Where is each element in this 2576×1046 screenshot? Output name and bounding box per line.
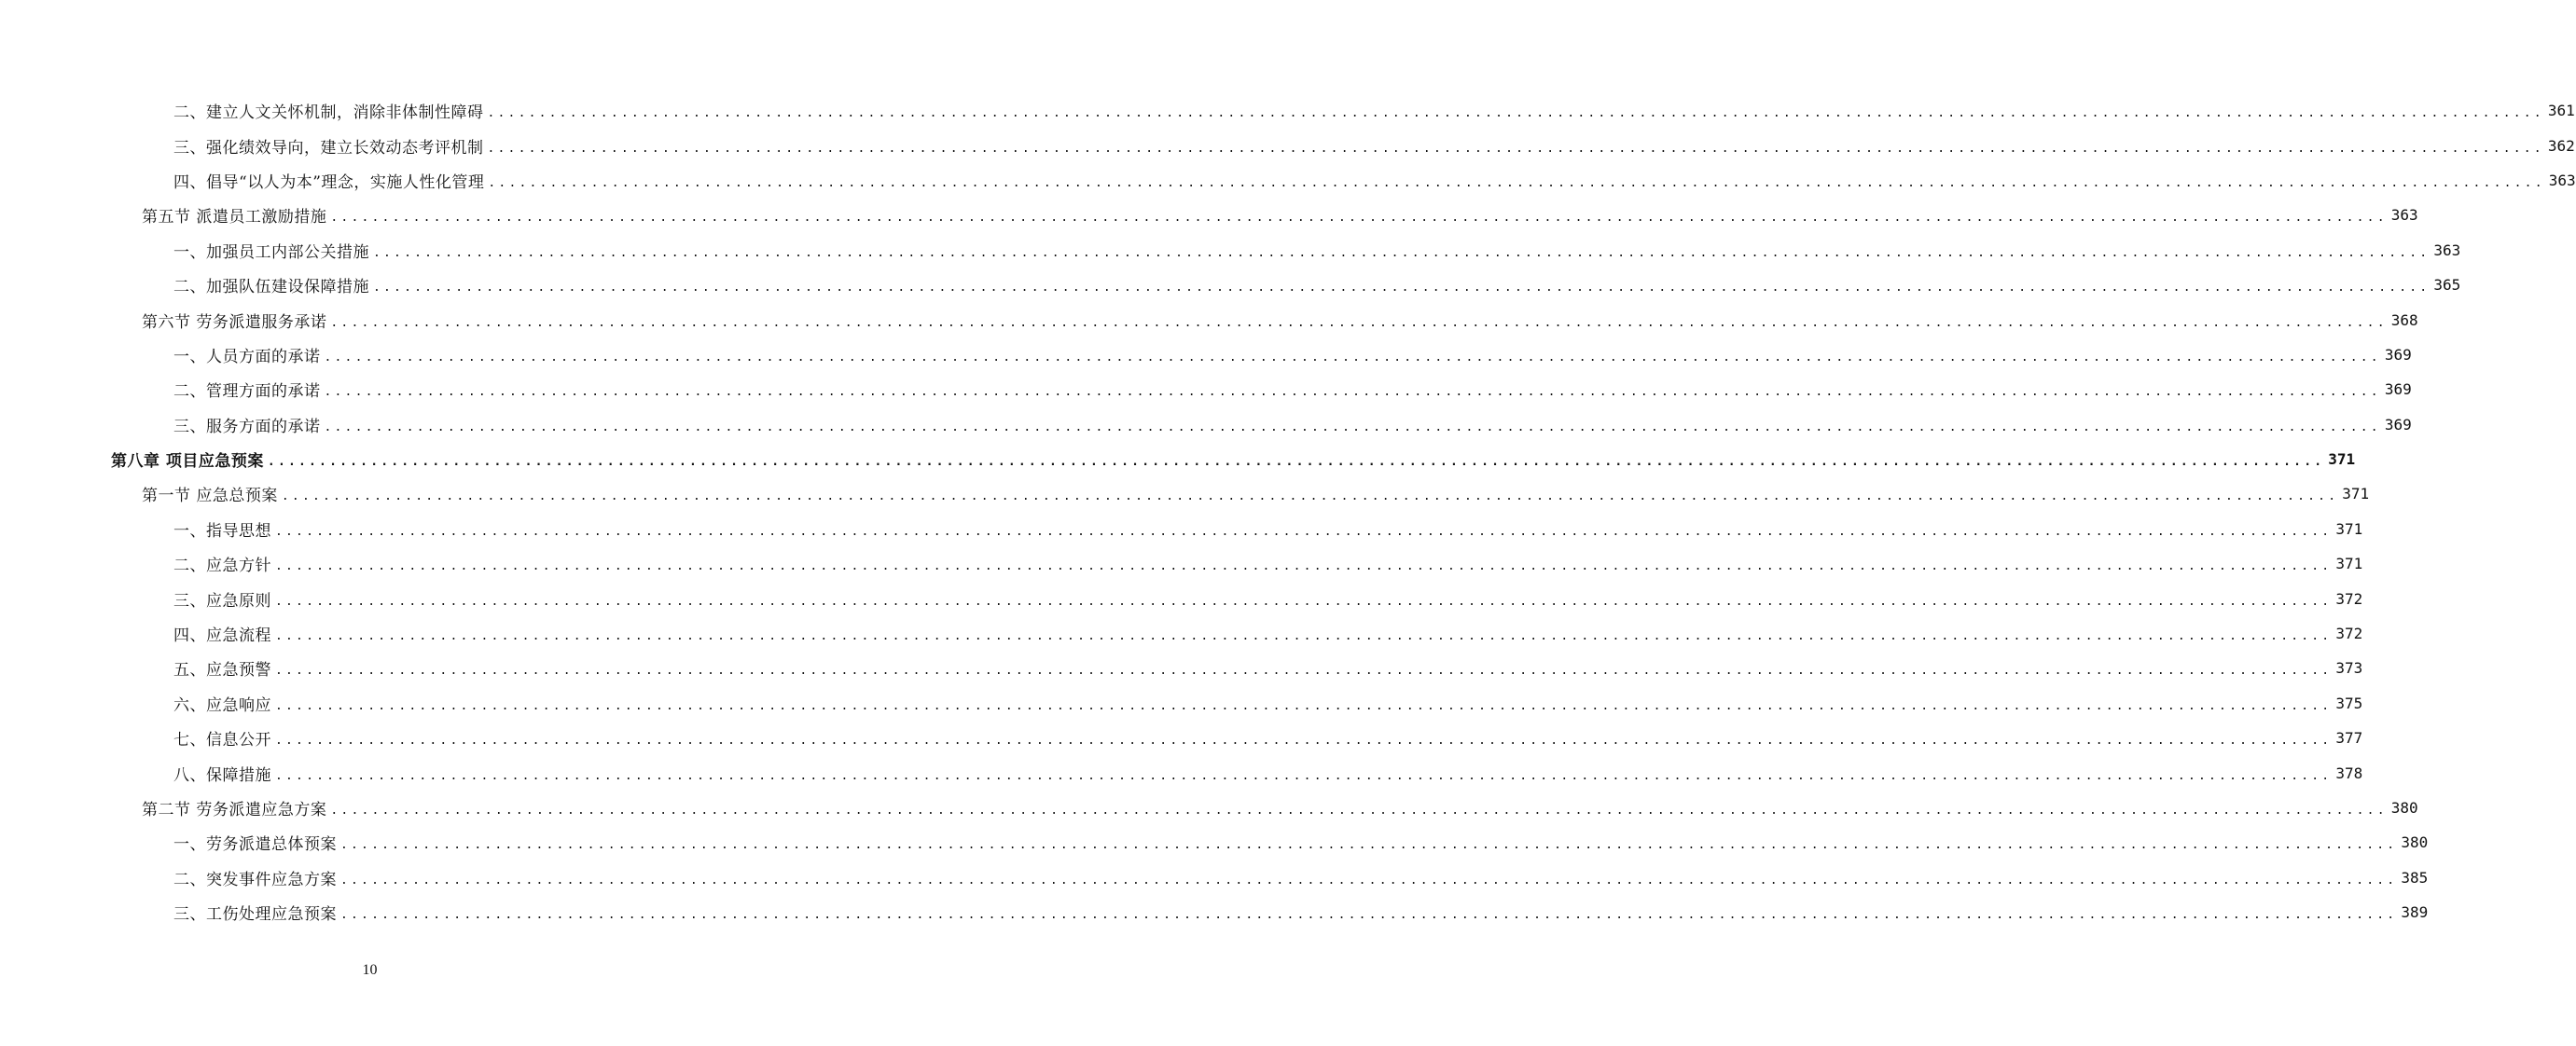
toc-entry-title: 一、加强员工内部公关措施 bbox=[173, 242, 369, 262]
toc-entry-title: 第八章 项目应急预案 bbox=[111, 452, 264, 472]
toc-entry-title: 四、应急流程 bbox=[173, 626, 271, 646]
toc-entry[interactable] bbox=[0, 476, 2370, 511]
toc-entry-title: 一、劳务派遣总体预案 bbox=[173, 835, 337, 855]
toc-entry[interactable] bbox=[0, 233, 2461, 268]
toc-entry-page: 361 bbox=[2547, 102, 2575, 120]
toc-entry[interactable] bbox=[0, 721, 2363, 755]
toc-entry-page: 378 bbox=[2335, 764, 2363, 782]
toc-entry-page: 369 bbox=[2384, 380, 2412, 399]
toc-dot-leader: ........................................................................................................................................................................................................ bbox=[275, 594, 2333, 609]
toc-entry-title: 二、管理方面的承诺 bbox=[173, 382, 321, 402]
toc-dot-leader: ........................................................................................................................................................................................................ bbox=[324, 350, 2381, 365]
toc-dot-leader: ........................................................................................................................................................................................................ bbox=[487, 106, 2544, 121]
toc-dot-leader: ........................................................................................................................................................................................................ bbox=[330, 804, 2388, 818]
toc-entry[interactable] bbox=[0, 860, 2429, 895]
toc-dot-leader: ........................................................................................................................................................................................................ bbox=[324, 385, 2381, 400]
toc-entry-page: 373 bbox=[2335, 659, 2363, 678]
toc-entry-title: 第二节 劳务派遣应急方案 bbox=[142, 801, 327, 819]
toc-entry-page: 362 bbox=[2547, 136, 2575, 155]
toc-dot-leader: ........................................................................................................................................................................................................ bbox=[324, 420, 2381, 434]
toc-entry-title: 六、应急响应 bbox=[173, 695, 271, 715]
toc-entry[interactable] bbox=[0, 268, 2461, 302]
toc-entry-page: 377 bbox=[2335, 729, 2363, 748]
toc-entry-title: 二、突发事件应急方案 bbox=[173, 870, 337, 889]
toc-entry[interactable] bbox=[0, 616, 2363, 651]
toc-dot-leader: ........................................................................................................................................................................................................ bbox=[275, 768, 2333, 783]
toc-entry[interactable] bbox=[0, 442, 2356, 476]
toc-entry-page: 371 bbox=[2342, 485, 2370, 503]
toc-dot-leader: ........................................................................................................................................................................................................ bbox=[281, 489, 2339, 504]
toc-entry-title: 一、指导思想 bbox=[173, 521, 271, 541]
table-of-contents bbox=[0, 93, 2576, 929]
page-number: 10 bbox=[362, 962, 378, 978]
toc-entry[interactable] bbox=[0, 512, 2363, 546]
toc-entry[interactable] bbox=[0, 163, 2576, 198]
toc-entry-title: 第一节 应急总预案 bbox=[142, 487, 278, 506]
toc-dot-leader: ........................................................................................................................................................................................................ bbox=[275, 664, 2333, 679]
toc-entry[interactable] bbox=[0, 302, 2418, 337]
toc-dot-leader: ........................................................................................................................................................................................................ bbox=[275, 559, 2333, 574]
toc-dot-leader: ........................................................................................................................................................................................................ bbox=[340, 838, 2398, 853]
toc-entry-title: 四、倡导“以人为本”理念，实施人性化管理 bbox=[173, 172, 485, 192]
toc-dot-leader: ........................................................................................................................................................................................................ bbox=[487, 141, 2544, 156]
toc-entry[interactable] bbox=[0, 128, 2575, 162]
toc-entry-page: 380 bbox=[2401, 833, 2429, 852]
toc-entry[interactable] bbox=[0, 93, 2575, 128]
toc-dot-leader: ........................................................................................................................................................................................................ bbox=[275, 734, 2333, 749]
toc-entry[interactable] bbox=[0, 198, 2418, 232]
toc-entry-page: 372 bbox=[2335, 625, 2363, 643]
toc-dot-leader: ........................................................................................................................................................................................................ bbox=[340, 873, 2398, 888]
toc-entry[interactable] bbox=[0, 337, 2412, 372]
toc-entry-page: 363 bbox=[2390, 206, 2418, 225]
toc-dot-leader: ........................................................................................................................................................................................................ bbox=[330, 211, 2388, 226]
toc-entry-title: 五、应急预警 bbox=[173, 661, 271, 681]
toc-entry-page: 372 bbox=[2335, 589, 2363, 608]
toc-entry[interactable] bbox=[0, 686, 2363, 721]
toc-entry-page: 385 bbox=[2401, 868, 2429, 887]
toc-dot-leader: ........................................................................................................................................................................................................ bbox=[330, 315, 2388, 330]
toc-entry-title: 三、强化绩效导向，建立长效动态考评机制 bbox=[173, 138, 484, 158]
toc-entry[interactable] bbox=[0, 407, 2412, 442]
toc-entry-page: 371 bbox=[2335, 519, 2363, 538]
toc-entry-title: 二、加强队伍建设保障措施 bbox=[173, 278, 369, 297]
toc-entry-title: 二、应急方针 bbox=[173, 557, 271, 576]
toc-entry-page: 369 bbox=[2384, 415, 2412, 434]
toc-entry-title: 一、人员方面的承诺 bbox=[173, 347, 321, 366]
toc-entry-page: 363 bbox=[2548, 171, 2576, 189]
toc-entry-title: 三、应急原则 bbox=[173, 591, 271, 611]
toc-entry[interactable] bbox=[0, 895, 2429, 929]
toc-dot-leader: ........................................................................................................................................................................................................ bbox=[275, 698, 2333, 713]
toc-entry-title: 七、信息公开 bbox=[173, 731, 271, 750]
toc-entry-page: 375 bbox=[2335, 694, 2363, 712]
toc-entry[interactable] bbox=[0, 581, 2363, 615]
toc-entry[interactable] bbox=[0, 651, 2363, 685]
toc-entry-title: 二、建立人文关怀机制，消除非体制性障碍 bbox=[173, 103, 484, 123]
toc-entry-page: 371 bbox=[2335, 555, 2363, 573]
toc-dot-leader: ........................................................................................................................................................................................................ bbox=[275, 629, 2333, 644]
toc-entry[interactable] bbox=[0, 825, 2429, 860]
toc-entry[interactable] bbox=[0, 791, 2418, 825]
toc-entry-page: 365 bbox=[2433, 276, 2461, 295]
toc-dot-leader: ........................................................................................................................................................................................................ bbox=[373, 281, 2431, 296]
toc-dot-leader: ........................................................................................................................................................................................................ bbox=[267, 455, 2325, 470]
toc-entry-page: 363 bbox=[2433, 241, 2461, 259]
toc-entry-page: 368 bbox=[2390, 310, 2418, 329]
toc-entry-title: 第六节 劳务派遣服务承诺 bbox=[142, 312, 327, 332]
toc-entry[interactable] bbox=[0, 546, 2363, 581]
toc-entry-title: 三、工伤处理应急预案 bbox=[173, 905, 337, 925]
toc-entry-title: 八、保障措施 bbox=[173, 765, 271, 785]
toc-entry-page: 369 bbox=[2384, 345, 2412, 364]
toc-entry[interactable] bbox=[0, 372, 2412, 406]
toc-dot-leader: ........................................................................................................................................................................................................ bbox=[373, 245, 2431, 260]
toc-entry-page: 389 bbox=[2401, 903, 2429, 922]
toc-entry[interactable] bbox=[0, 755, 2363, 790]
toc-dot-leader: ........................................................................................................................................................................................................ bbox=[488, 175, 2545, 190]
toc-entry-title: 三、服务方面的承诺 bbox=[173, 417, 321, 436]
toc-entry-page: 380 bbox=[2390, 799, 2418, 817]
toc-entry-title: 第五节 派遣员工激励措施 bbox=[142, 208, 327, 227]
toc-dot-leader: ........................................................................................................................................................................................................ bbox=[340, 908, 2398, 923]
toc-entry-page: 371 bbox=[2328, 450, 2356, 469]
toc-dot-leader: ........................................................................................................................................................................................................ bbox=[275, 524, 2333, 539]
